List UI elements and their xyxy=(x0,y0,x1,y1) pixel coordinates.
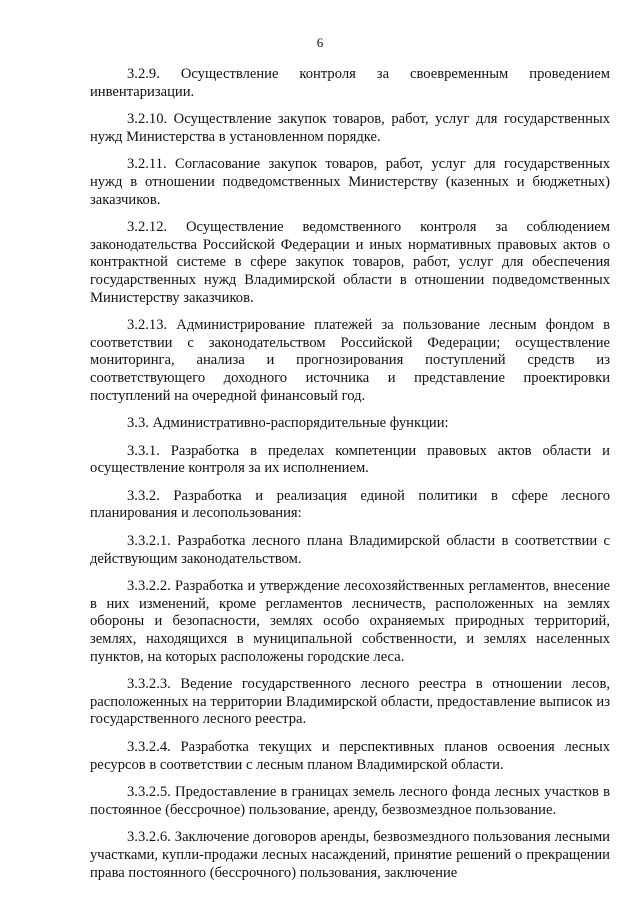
paragraph: 3.3.2.1. Разработка лесного плана Владимирской области в соответствии с действующим законодательством. xyxy=(90,533,610,567)
document-body xyxy=(90,66,610,892)
paragraph: 3.3.2.6. Заключение договоров аренды, безвозмездного пользования лесными участками, купли-продажи лесных насаждений, принятие решений о прекращении права постоянного (бессрочного) пользования, заключение xyxy=(90,829,610,881)
paragraph: 3.3.2.2. Разработка и утверждение лесохозяйственных регламентов, внесение в них изменений, кроме регламентов лесничеств, расположенных на землях обороны и безопасности, землях особо охраняемых природных территорий, землях, находящихся в муниципальной собственности, и землях населенных пунктов, на которых расположены городские леса. xyxy=(90,578,610,665)
paragraph: 3.2.10. Осуществление закупок товаров, работ, услуг для государственных нужд Министерства в установленном порядке. xyxy=(90,111,610,145)
section-heading: 3.3. Административно-распорядительные функции: xyxy=(127,415,449,432)
paragraph: 3.3.2. Разработка и реализация единой политики в сфере лесного планирования и лесопользования: xyxy=(90,487,610,522)
paragraph: 3.3.2.5. Предоставление в границах земель лесного фонда лесных участков в постоянное (бессрочное) пользование, аренду, безвозмездное пользование. xyxy=(90,784,610,818)
paragraph: 3.3.2.4. Разработка текущих и перспективных планов освоения лесных ресурсов в соответствии с лесным планом Владимирской области. xyxy=(90,739,610,773)
page-number: 6 xyxy=(316,35,324,50)
paragraph: 3.3.1. Разработка в пределах компетенции правовых актов области и осуществление контроля за их исполнением. xyxy=(90,442,610,477)
paragraph: 3.2.13. Администрирование платежей за пользование лесным фондом в соответствии с законодательством Российской Федерации; осуществление мониторинга, анализа и прогнозирования поступлений средств из соответствующего доходного источника и представление проектировки поступлений на очередной финансовый год. xyxy=(90,317,610,404)
paragraph: 3.2.9. Осуществление контроля за своевременным проведением инвентаризации. xyxy=(90,66,610,100)
paragraph: 3.3.2.3. Ведение государственного лесного реестра в отношении лесов, расположенных на территории Владимирской области, предоставление выписок из государственного лесного реестра. xyxy=(90,676,610,728)
paragraph: 3.2.12. Осуществление ведомственного контроля за соблюдением законодательства Российской Федерации и иных нормативных правовых актов о контрактной системе в сфере закупок товаров, работ, услуг для обеспечения государственных нужд Владимирской области в отношении подведомственных Министерству заказчиков. xyxy=(90,219,610,306)
paragraph: 3.2.11. Согласование закупок товаров, работ, услуг для государственных нужд в отношении подведомственных Министерству (казенных и бюджетных) заказчиков. xyxy=(90,156,610,208)
